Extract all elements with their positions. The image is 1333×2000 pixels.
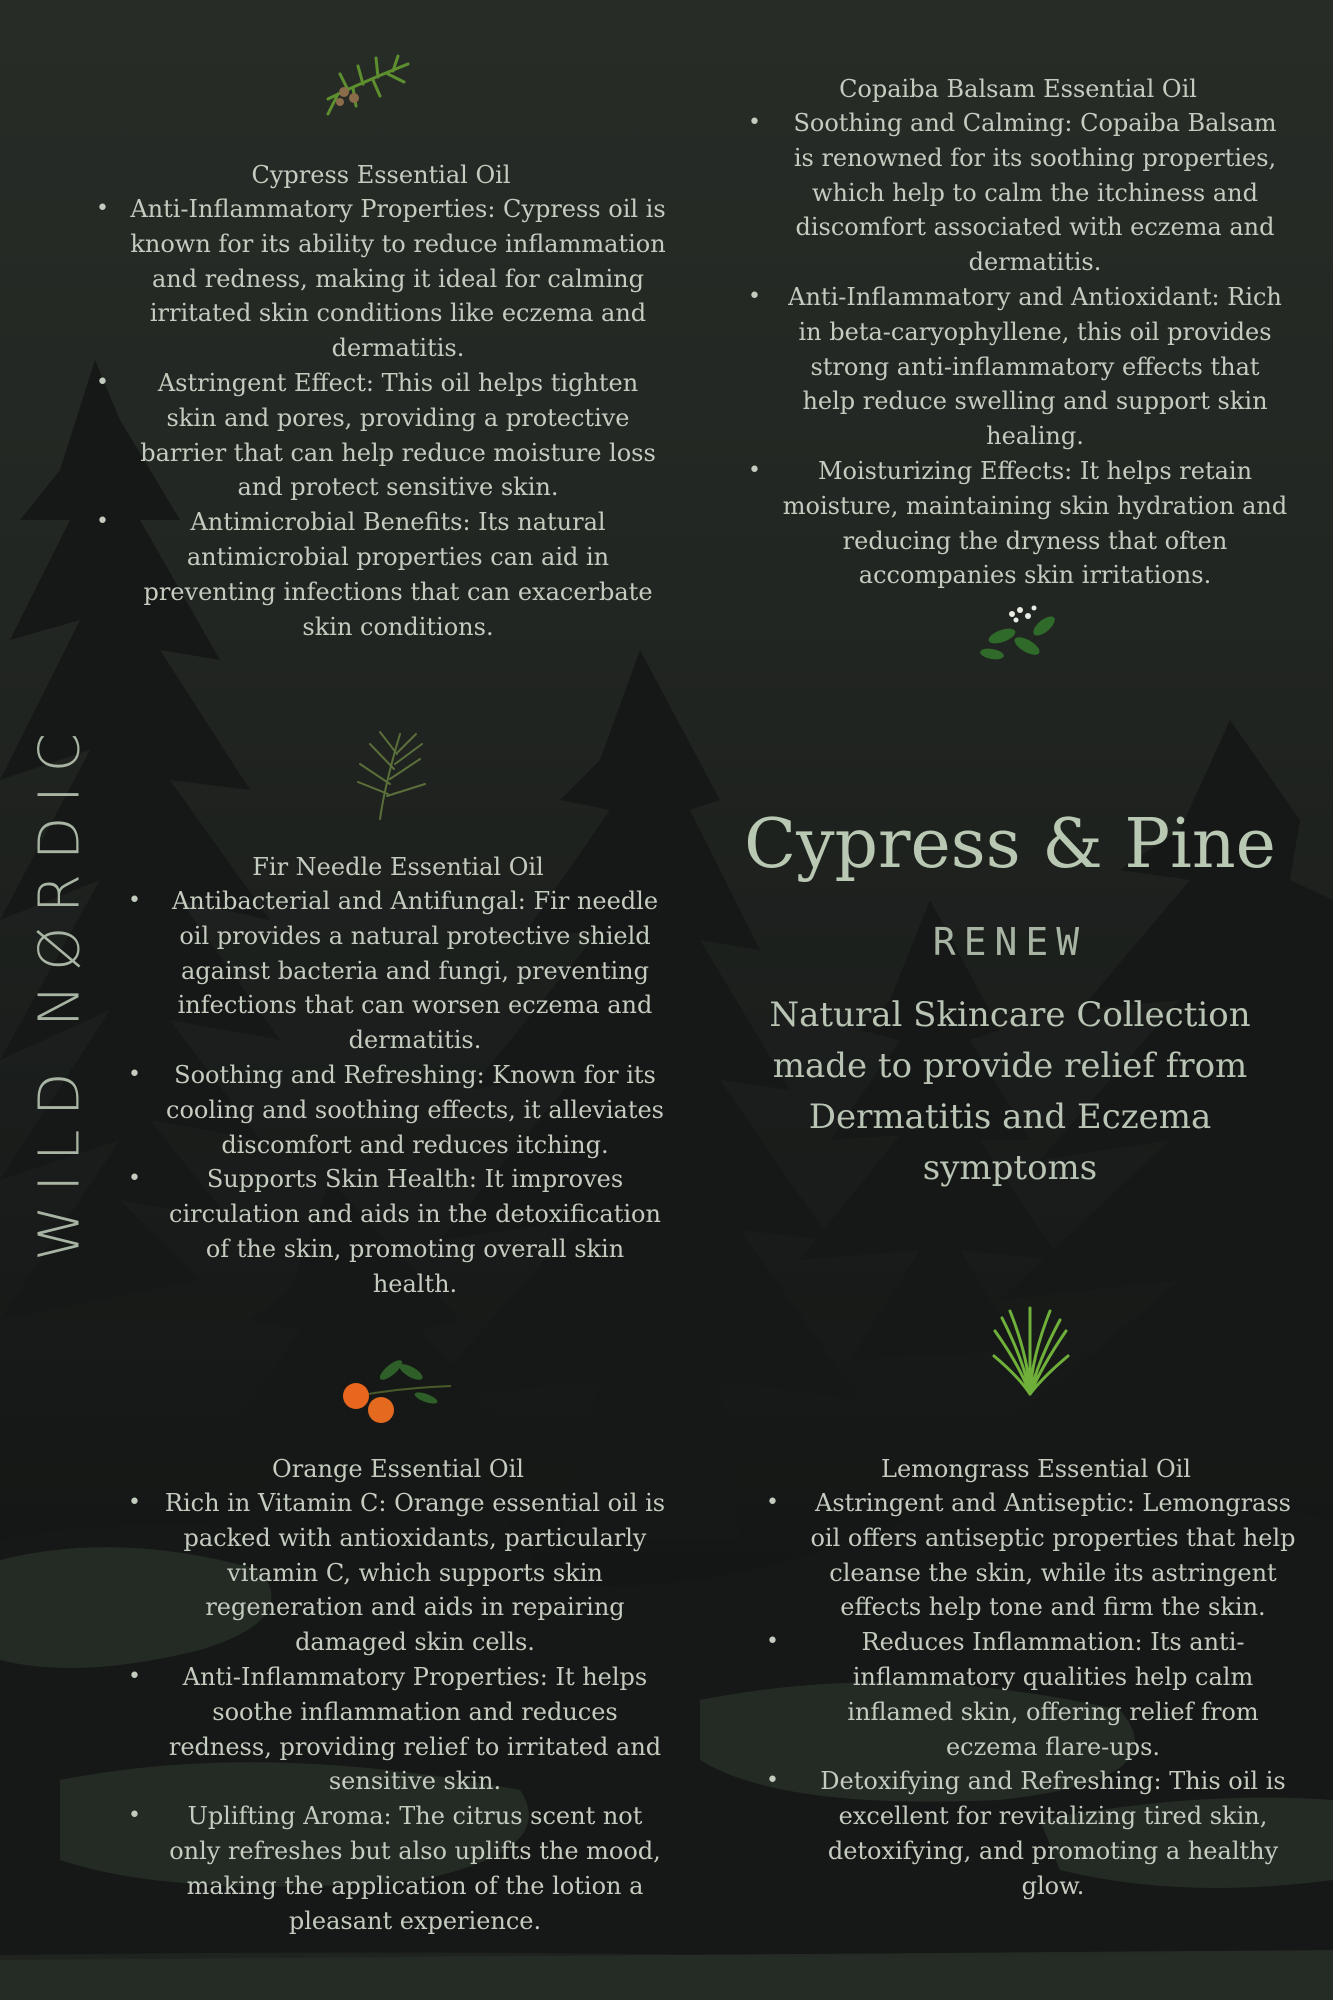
list-item: • Uplifting Aroma: The citrus scent not only refreshes but also uplifts the mood, making the application of the lotion a pleasant experience. [128, 1799, 668, 1938]
list-item: • Anti-Inflammatory Properties: It helps soothe inflammation and reduces redness, providing relief to irritated and sensitive skin. [128, 1660, 668, 1799]
product-subtitle: RENEW [932, 920, 1088, 964]
copaiba-leaves-icon [972, 596, 1072, 666]
fir-needle-icon [340, 724, 440, 824]
list-item: • Astringent and Antiseptic: Lemongrass oil offers antiseptic properties that help cleanse the skin, while its astringent effects help tone and firm the skin. [766, 1486, 1306, 1625]
oil-benefits-list [96, 192, 666, 644]
lemongrass-icon [990, 1306, 1070, 1396]
list-item: • Detoxifying and Refreshing: This oil is excellent for revitalizing tired skin, detoxifying, and promoting a healthy glow. [766, 1764, 1306, 1903]
list-item: • Soothing and Refreshing: Known for its cooling and soothing effects, it alleviates discomfort and reduces itching. [128, 1058, 668, 1162]
oil-section-orange [128, 1452, 668, 1938]
oil-title: Lemongrass Essential Oil [881, 1455, 1191, 1483]
cypress-sprig-icon [318, 44, 418, 124]
list-item: • Anti-Inflammatory and Antioxidant: Rich in beta-caryophyllene, this oil provides strong anti-inflammatory effects that help reduce swelling and support skin healing. [748, 280, 1288, 454]
list-item: • Reduces Inflammation: Its anti-inflammatory qualities help calm inflamed skin, offering relief from eczema flare-ups. [766, 1625, 1306, 1764]
product-description: Natural Skincare Collection made to provide relief from Dermatitis and Eczema symptoms [769, 995, 1251, 1188]
oil-section-lemongrass [766, 1452, 1306, 1904]
oil-benefits-list [766, 1486, 1306, 1904]
oil-benefits-list [128, 884, 668, 1302]
list-item: • Rich in Vitamin C: Orange essential oil is packed with antioxidants, particularly vitamin C, which supports skin regeneration and aids in repairing damaged skin cells. [128, 1486, 668, 1660]
oil-title: Orange Essential Oil [272, 1455, 524, 1483]
list-item: • Supports Skin Health: It improves circulation and aids in the detoxification of the skin, promoting overall skin health. [128, 1162, 668, 1301]
oil-title: Fir Needle Essential Oil [252, 853, 544, 881]
list-item: • Soothing and Calming: Copaiba Balsam is renowned for its soothing properties, which help to calm the itchiness and discomfort associated with eczema and dermatitis. [748, 106, 1288, 280]
list-item: • Antibacterial and Antifungal: Fir needle oil provides a natural protective shield against bacteria and fungi, preventing infections that can worsen eczema and dermatitis. [128, 884, 668, 1058]
oil-benefits-list [748, 106, 1288, 593]
list-item: • Anti-Inflammatory Properties: Cypress oil is known for its ability to reduce inflammation and redness, making it ideal for calming irritated skin conditions like eczema and dermatitis. [96, 192, 666, 366]
oil-section-fir [128, 850, 668, 1302]
oil-title: Cypress Essential Oil [251, 161, 511, 189]
list-item: • Antimicrobial Benefits: Its natural antimicrobial properties can aid in preventing infections that can exacerbate skin conditions. [96, 505, 666, 644]
oil-title: Copaiba Balsam Essential Oil [839, 75, 1197, 103]
list-item: • Astringent Effect: This oil helps tighten skin and pores, providing a protective barrier that can help reduce moisture loss and protect sensitive skin. [96, 366, 666, 505]
oil-section-copaiba [748, 72, 1288, 593]
product-title: Cypress & Pine [744, 805, 1276, 884]
oil-section-cypress [96, 158, 666, 644]
orange-branch-icon [336, 1348, 456, 1428]
oil-benefits-list [128, 1486, 668, 1938]
list-item: • Moisturizing Effects: It helps retain moisture, maintaining skin hydration and reducing the dryness that often accompanies skin irritations. [748, 454, 1288, 593]
brand-logo-vertical: WILD NØRDIC [27, 719, 93, 1261]
